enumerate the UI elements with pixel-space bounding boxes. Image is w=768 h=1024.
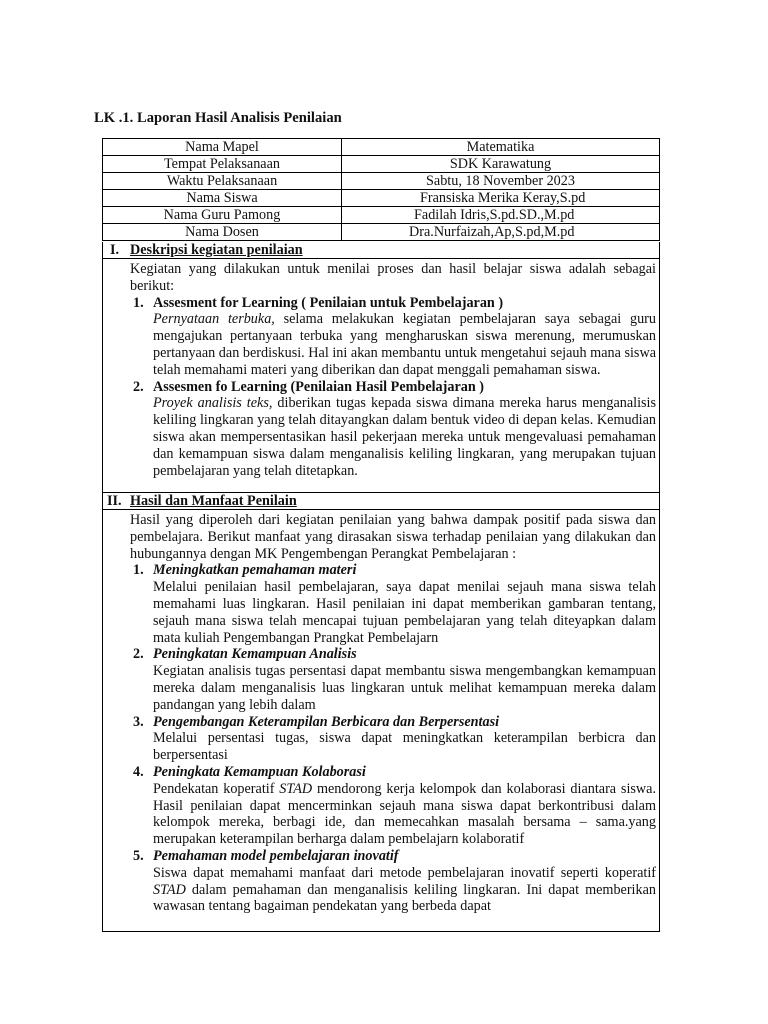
item-number: 2. xyxy=(133,646,144,663)
section-number: II. xyxy=(107,493,122,509)
row-label: Nama Mapel xyxy=(103,139,342,156)
item-title: Assesment for Learning ( Penilaian untuk Pembelajaran ) xyxy=(153,294,504,311)
item-number: 3. xyxy=(133,713,144,730)
item-text: Kegiatan analisis tugas persentasi dapat membantu siswa mengembangkan kemampuan mereka dalam menganalisis luas lingkaran untuk melihat kemampuan mereka dalam pandangan yang lebih dalam xyxy=(153,663,656,713)
section-heading: Deskripsi kegiatan penilaian xyxy=(130,242,303,258)
item-body: diberikan tugas kepada siswa dimana mereka harus menganalisis keliling lingkaran yang telah ditayangkan dalam bentuk video di depan kelas. Kemudian siswa akan mempersentasikan hasil pekerjaan mereka untuk mengevaluasi pemahaman dan kemampuan siswa dalam menganalisis keliling lingkaran, yang merupakan tujuan pembelajaran yang telah ditetapkan. xyxy=(153,395,656,479)
list-item xyxy=(130,295,656,379)
item-text: Melalui penilaian hasil pembelajaran, saya dapat menilai sejauh mana siswa telah memahami luas lingkaran. Hasil penilaian ini dapat memberikan gambaran tentang, sejauh mana siswa telah mencapai tujuan pembelajaran yang telah diteyapkan dalam mata kuliah Pengembangan Prangkat Pembelajarn xyxy=(153,579,656,646)
row-value: Dra.Nurfaizah,Ap,S.pd,M.pd xyxy=(342,224,660,241)
item-title: Pemahaman model pembelajaran inovatif xyxy=(153,847,399,864)
item-body-b: mendorong kerja kelompok dan kolaborasi diantara siswa. Hasil penilaian dapat mencerminkan sejauh mana siswa dapat berkontribusi dalam kelompok mereka, berbagi ide, dan memecahkan masalah bersama – sama.yang merupakan keterampilan berharga dalam pembelajarn kolaboratif xyxy=(153,780,657,848)
row-value: SDK Karawatung xyxy=(342,156,660,173)
item-title: Peningkatan Kemampuan Analisis xyxy=(153,646,357,663)
item-emphasis: STAD xyxy=(153,881,186,898)
item-body-a: Siswa dapat memahami manfaat dari metode pembelajaran inovatif seperti koperatif xyxy=(153,864,656,881)
list-item xyxy=(130,848,656,915)
item-text xyxy=(153,395,656,479)
item-body-a: Pendekatan koperatif xyxy=(153,780,280,797)
section-number: I. xyxy=(110,242,120,258)
item-body: selama melakukan kegiatan pembelajaran saya sebagai guru mengajukan pertanyaan terbuka yang mengharuskan siswa merenung, merumuskan pertanyaan dan berdiskusi. Hal ini akan membantu untuk mengetahui sejauh mana siswa telah memahami materi yang diberikan dan dapat menggali pemahaman siswa. xyxy=(153,311,657,378)
item-title: Assesmen fo Learning (Penilaian Hasil Pembelajaran ) xyxy=(153,378,485,395)
row-label: Nama Siswa xyxy=(103,190,342,207)
info-table xyxy=(102,138,660,241)
item-number: 2. xyxy=(133,378,144,395)
item-text xyxy=(153,311,656,378)
table-row xyxy=(103,207,660,224)
item-number: 4. xyxy=(133,763,144,780)
item-title: Peningkata Kemampuan Kolaborasi xyxy=(153,763,366,780)
table-row xyxy=(103,156,660,173)
row-value: Sabtu, 18 November 2023 xyxy=(342,173,660,190)
item-number: 1. xyxy=(133,562,144,579)
row-label: Waktu Pelaksanaan xyxy=(103,173,342,190)
row-value: Fransiska Merika Keray,S.pd xyxy=(342,190,660,207)
item-text xyxy=(153,865,656,915)
section-header xyxy=(103,242,659,259)
item-lead: Proyek analisis teks, xyxy=(153,395,273,412)
item-title: Pengembangan Keterampilan Berbicara dan Berpersentasi xyxy=(153,713,500,730)
section-header xyxy=(103,493,659,510)
list-item xyxy=(130,646,656,713)
section-intro: Kegiatan yang dilakukan untuk menilai proses dan hasil belajar siswa adalah sebagai berikut: xyxy=(130,261,656,294)
row-label: Tempat Pelaksanaan xyxy=(103,156,342,173)
section-deskripsi xyxy=(102,242,660,493)
table-row xyxy=(103,139,660,156)
item-text xyxy=(153,781,656,848)
item-emphasis: STAD xyxy=(279,780,313,797)
item-title: Meningkatkan pemahaman materi xyxy=(153,562,357,579)
section-body xyxy=(103,510,659,915)
table-row xyxy=(103,224,660,241)
item-number: 1. xyxy=(133,294,144,311)
table-row xyxy=(103,190,660,207)
list-item xyxy=(130,379,656,480)
row-label: Nama Dosen xyxy=(103,224,342,241)
section-heading: Hasil dan Manfaat Penilain xyxy=(130,493,297,509)
row-label: Nama Guru Pamong xyxy=(103,207,342,224)
section-intro: Hasil yang diperoleh dari kegiatan penilaian yang bahwa dampak positif pada siswa dan pembelajara. Berikut manfaat yang dirasakan siswa terhadap penilaian yang dilakukan dan hubungannya dengan MK Pengembengan Perangkat Pembelajaran : xyxy=(130,512,656,562)
list-item xyxy=(130,764,656,848)
section-body xyxy=(103,259,659,479)
row-value: Fadilah Idris,S.pd.SD.,M.pd xyxy=(342,207,660,224)
item-body-b: dalam pemahaman dan menganalisis keliling lingkaran. Ini dapat memberikan wawasan tentang bagaiman pendekatan yang berbeda dapat xyxy=(153,881,656,915)
item-number: 5. xyxy=(133,847,144,864)
section-hasil-manfaat xyxy=(102,493,660,932)
table-row xyxy=(103,173,660,190)
list-item xyxy=(130,714,656,764)
page-title: LK .1. Laporan Hasil Analisis Penilaian xyxy=(94,110,342,126)
item-lead: Pernyataan terbuka, xyxy=(153,311,275,328)
item-text: Melalui persentasi tugas, siswa dapat meningkatkan keterampilan berbicra dan berpersentasi xyxy=(153,730,656,764)
list-item xyxy=(130,562,656,646)
row-value: Matematika xyxy=(342,139,660,156)
